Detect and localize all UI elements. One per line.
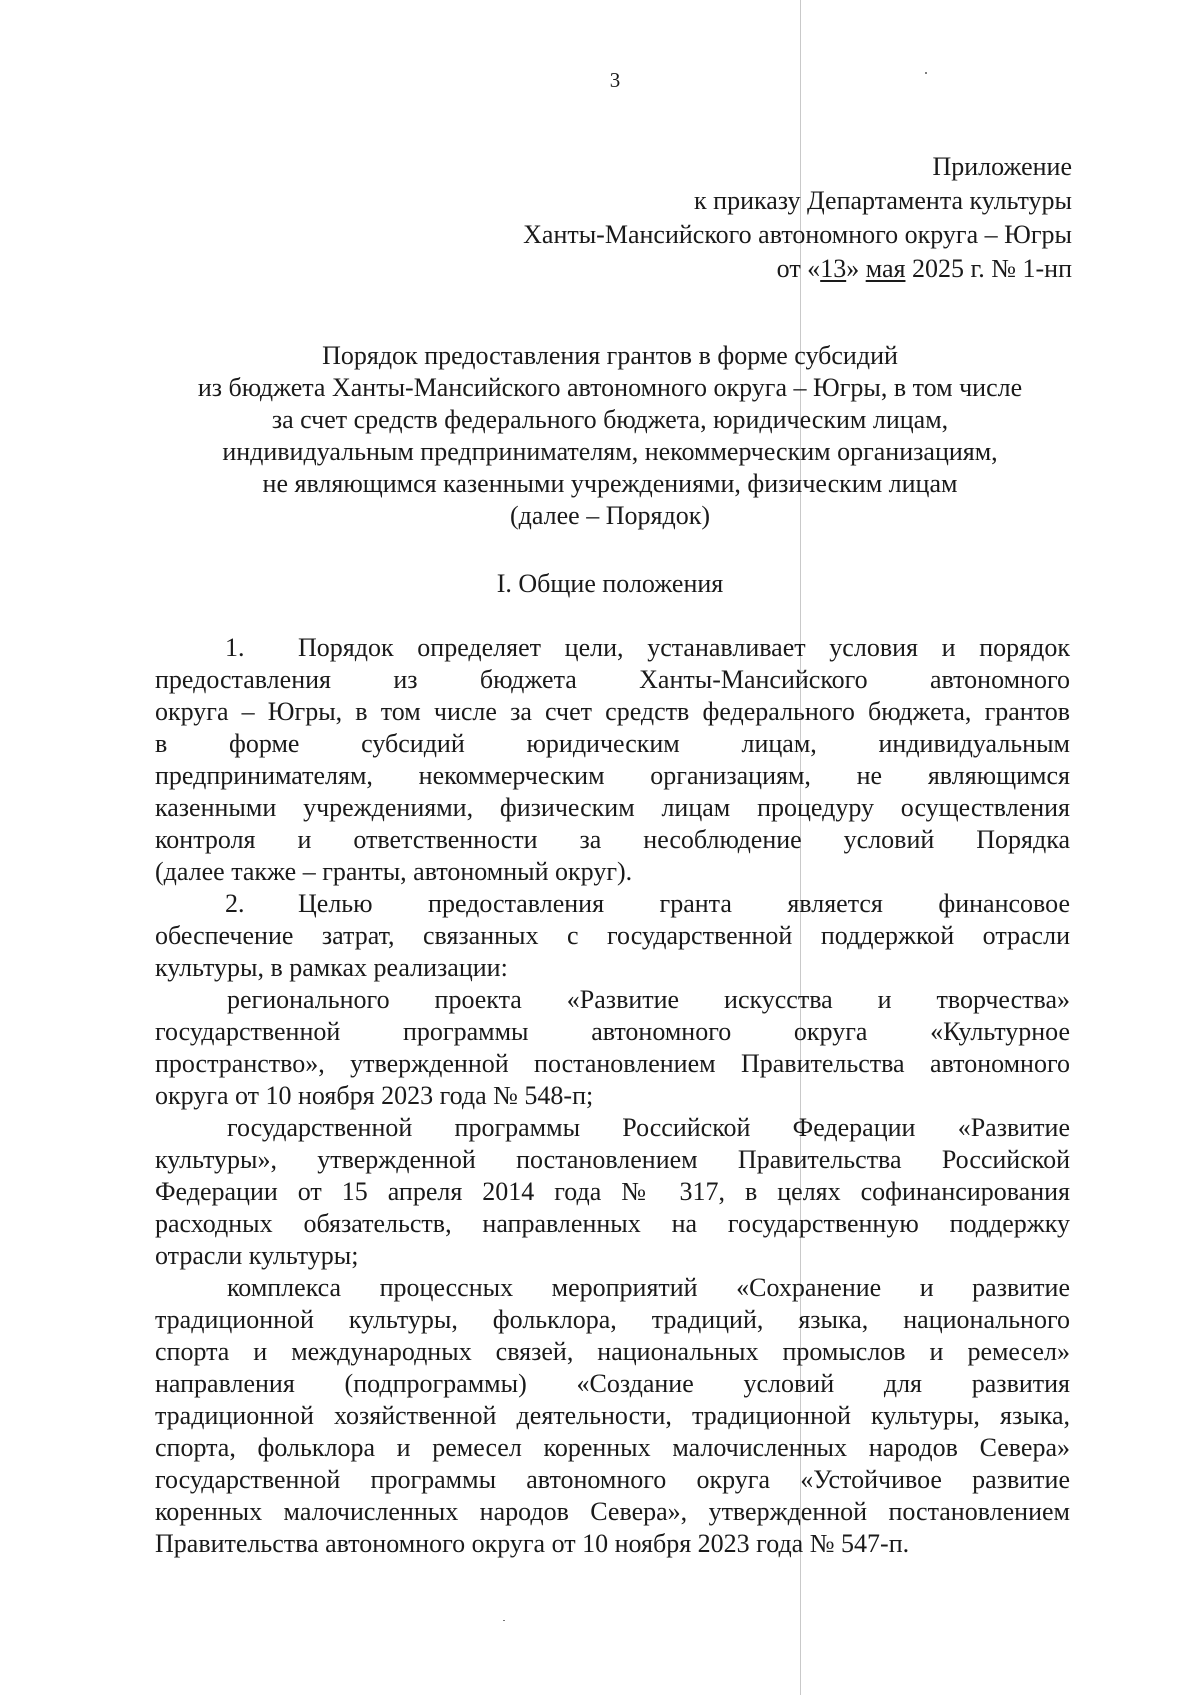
paragraph-1-line: 1. Порядок определяет цели, устанавливает условия и порядок xyxy=(225,633,1070,662)
paragraph-1-line: казенными учреждениями, физическим лицам процедуру осуществления xyxy=(155,793,1070,822)
paragraph-3-line: округа от 10 ноября 2023 года № 548-п; xyxy=(155,1081,594,1110)
paragraph-4-line: государственной программы Российской Федерации «Развитие xyxy=(227,1113,1070,1142)
paragraph-5-line: традиционной хозяйственной деятельности, традиционной культуры, языка, xyxy=(155,1401,1070,1430)
appendix-header xyxy=(523,150,1072,286)
title-line: из бюджета Ханты-Мансийского автономного округа – Югры, в том числе xyxy=(197,373,1023,402)
paragraph-5-line: спорта и международных связей, национальных промыслов и ремесел» xyxy=(155,1337,1070,1366)
paragraph-number: 2. xyxy=(225,889,245,918)
date-month: мая xyxy=(865,254,906,283)
date-day: 13 xyxy=(820,254,847,283)
title-line: за счет средств федерального бюджета, юридическим лицам, xyxy=(271,405,949,434)
paragraph-5-line: коренных малочисленных народов Севера», утвержденной постановлением xyxy=(155,1497,1070,1526)
paragraph-5-line: направления (подпрограммы) «Создание условий для развития xyxy=(155,1369,1070,1398)
paragraph-4-line: расходных обязательств, направленных на государственную поддержку xyxy=(155,1209,1070,1238)
paragraph-1-line: округа – Югры, в том числе за счет средств федерального бюджета, грантов xyxy=(155,697,1070,726)
paragraph-number: 1. xyxy=(225,633,245,662)
paragraph-2-line: культуры, в рамках реализации: xyxy=(155,953,508,982)
document-title xyxy=(150,340,1070,532)
scan-speck xyxy=(503,1620,505,1621)
paragraph-4-line: Федерации от 15 апреля 2014 года № 317, в целях софинансирования xyxy=(155,1177,1070,1206)
paragraph-5-line: Правительства автономного округа от 10 ноября 2023 года № 547-п. xyxy=(155,1529,910,1558)
paragraph-5-line: традиционной культуры, фольклора, традиций, языка, национального xyxy=(155,1305,1070,1334)
paragraph-2-line: 2. Целью предоставления гранта является финансовое xyxy=(225,889,1070,918)
title-line: не являющимся казенными учреждениями, физическим лицам xyxy=(262,469,958,498)
section-heading: I. Общие положения xyxy=(496,569,724,598)
title-line: Порядок предоставления грантов в форме субсидий xyxy=(322,341,898,370)
paragraph-1-line: контроля и ответственности за несоблюдение условий Порядка xyxy=(155,825,1070,854)
paragraph-3-line: регионального проекта «Развитие искусства и творчества» xyxy=(227,985,1070,1014)
page-number: 3 xyxy=(609,68,621,92)
paragraph-3-line: пространство», утвержденной постановлением Правительства автономного xyxy=(155,1049,1070,1078)
paragraph-4-line: культуры», утвержденной постановлением Правительства Российской xyxy=(155,1145,1070,1174)
paragraph-1-line: предпринимателям, некоммерческим организациям, не являющимся xyxy=(155,761,1070,790)
paragraph-5-line: государственной программы автономного округа «Устойчивое развитие xyxy=(155,1465,1070,1494)
paragraph-3-line: государственной программы автономного округа «Культурное xyxy=(155,1017,1070,1046)
paragraph-5-line: спорта, фольклора и ремесел коренных малочисленных народов Севера» xyxy=(155,1433,1070,1462)
paragraph-1-line: в форме субсидий юридическим лицам, индивидуальным xyxy=(155,729,1070,758)
paragraph-2-line: обеспечение затрат, связанных с государственной поддержкой отрасли xyxy=(155,921,1070,950)
appendix-date: от «13» мая 2025 г. № 1-нп xyxy=(776,254,1072,283)
document-body xyxy=(155,632,1070,1560)
title-line: (далее – Порядок) xyxy=(510,501,710,530)
paragraph-4-line: отрасли культуры; xyxy=(155,1241,359,1270)
paragraph-5-line: комплекса процессных мероприятий «Сохранение и развитие xyxy=(227,1273,1070,1302)
appendix-region: Ханты-Мансийского автономного округа – Югры xyxy=(523,220,1072,249)
appendix-label: Приложение xyxy=(932,152,1072,181)
appendix-order-ref: к приказу Департамента культуры xyxy=(694,186,1072,215)
paragraph-1-line: предоставления из бюджета Ханты-Мансийского автономного xyxy=(155,665,1070,694)
title-line: индивидуальным предпринимателям, некоммерческим организациям, xyxy=(222,437,998,466)
paragraph-1-line: (далее также – гранты, автономный округ). xyxy=(155,857,633,886)
